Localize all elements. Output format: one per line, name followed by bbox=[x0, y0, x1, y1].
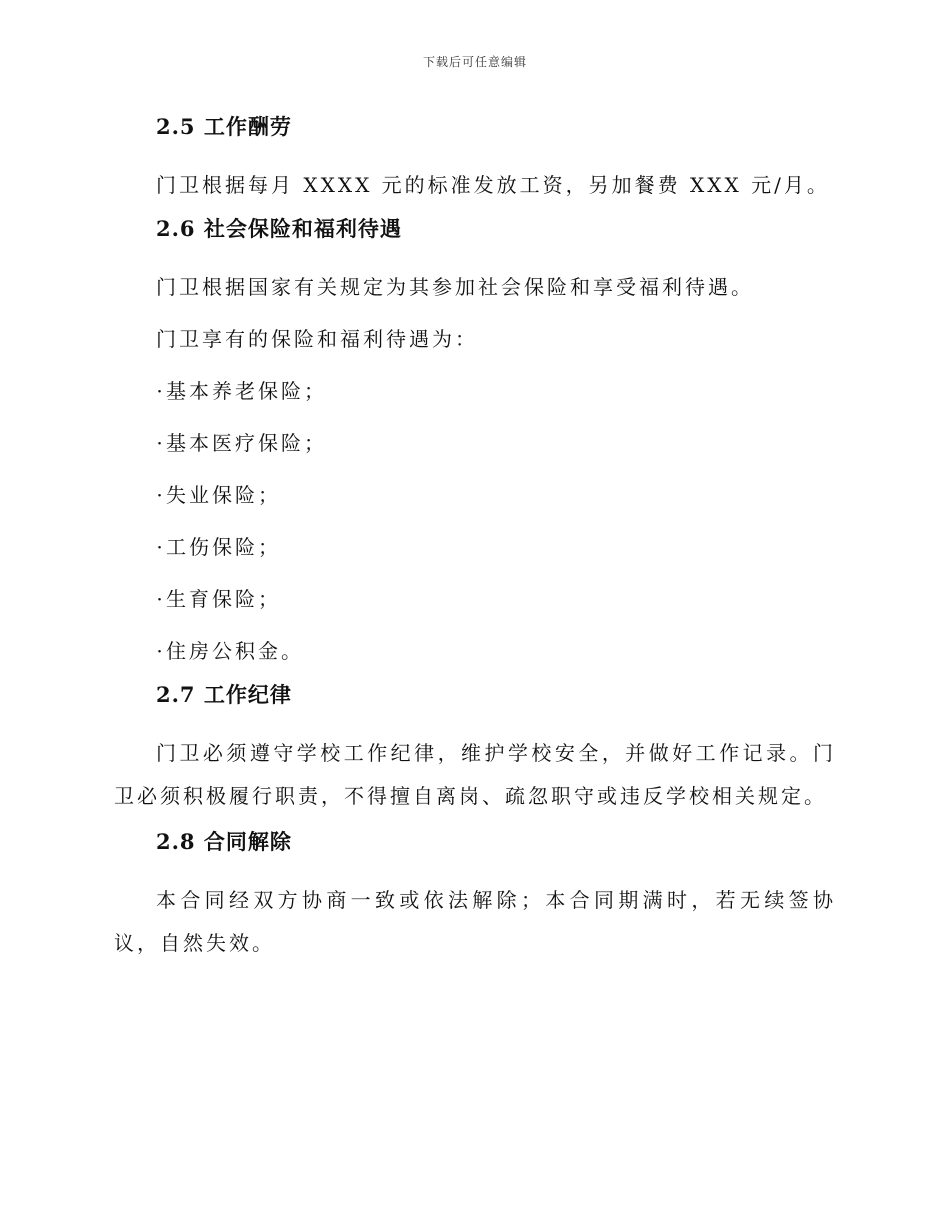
bullet-text: 生育保险； bbox=[166, 587, 281, 611]
bullet-text: 工伤保险； bbox=[166, 535, 281, 559]
section-2-5 bbox=[114, 112, 836, 207]
paragraph: 本合同经双方协商一致或依法解除；本合同期满时，若无续签协议，自然失效。 bbox=[114, 888, 836, 955]
bullet-dot: · bbox=[156, 483, 166, 507]
bullet-dot: · bbox=[156, 587, 166, 611]
section-heading: 2.5 工作酬劳 bbox=[156, 114, 292, 139]
bullet-dot: · bbox=[156, 535, 166, 559]
bullet-item bbox=[156, 526, 836, 569]
section-2-6 bbox=[114, 214, 836, 673]
bullet-text: 基本养老保险； bbox=[166, 379, 327, 403]
bullet-dot: · bbox=[156, 431, 166, 455]
section-2-7 bbox=[114, 680, 836, 818]
bullet-item bbox=[156, 422, 836, 465]
paragraph: 门卫根据国家有关规定为其参加社会保险和享受福利待遇。 bbox=[156, 275, 754, 299]
paragraph: 门卫享有的保险和福利待遇为： bbox=[156, 327, 478, 351]
section-2-8 bbox=[114, 827, 836, 965]
bullet-dot: · bbox=[156, 379, 166, 403]
document-body bbox=[114, 112, 836, 974]
bullet-dot: · bbox=[156, 639, 166, 663]
bullet-item bbox=[156, 630, 836, 673]
bullet-text: 住房公积金。 bbox=[166, 639, 304, 663]
bullet-text: 基本医疗保险； bbox=[166, 431, 327, 455]
section-heading: 2.8 合同解除 bbox=[156, 829, 292, 854]
bullet-item bbox=[156, 370, 836, 413]
paragraph: 门卫必须遵守学校工作纪律，维护学校安全，并做好工作记录。门卫必须积极履行职责，不得擅自离岗、疏忽职守或违反学校相关规定。 bbox=[114, 741, 836, 808]
section-heading: 2.7 工作纪律 bbox=[156, 682, 292, 707]
section-heading: 2.6 社会保险和福利待遇 bbox=[156, 216, 402, 241]
bullet-item bbox=[156, 474, 836, 517]
paragraph: 门卫根据每月 XXXX 元的标准发放工资，另加餐费 XXX 元/月。 bbox=[156, 173, 830, 197]
bullet-item bbox=[156, 578, 836, 621]
page-header: 下载后可任意编辑 bbox=[422, 55, 527, 69]
bullet-text: 失业保险； bbox=[166, 483, 281, 507]
